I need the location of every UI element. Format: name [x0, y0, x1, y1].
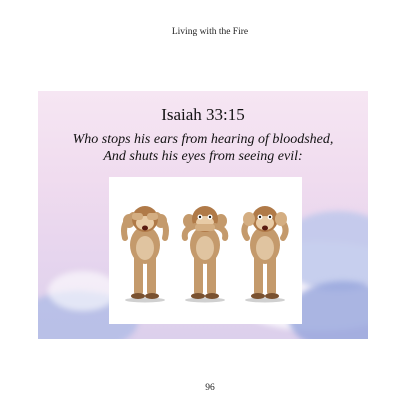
verse-line-1: Who stops his ears from hearing of bloodshed,: [72, 132, 334, 147]
see-no-evil-monkey: [115, 193, 175, 303]
verse-line-2: And shuts his eyes from seeing evil:: [103, 149, 303, 164]
page-number: 96: [205, 383, 215, 393]
running-header: Living with the Fire: [171, 27, 249, 37]
hear-no-evil-monkey: [235, 193, 295, 303]
slide-title: Isaiah 33:15: [161, 105, 245, 124]
cloud-decoration: [48, 271, 118, 311]
verse-text: [38, 131, 368, 165]
slide: [38, 91, 368, 339]
three-wise-monkeys-image: [109, 177, 302, 324]
speak-no-evil-monkey: [175, 193, 235, 303]
